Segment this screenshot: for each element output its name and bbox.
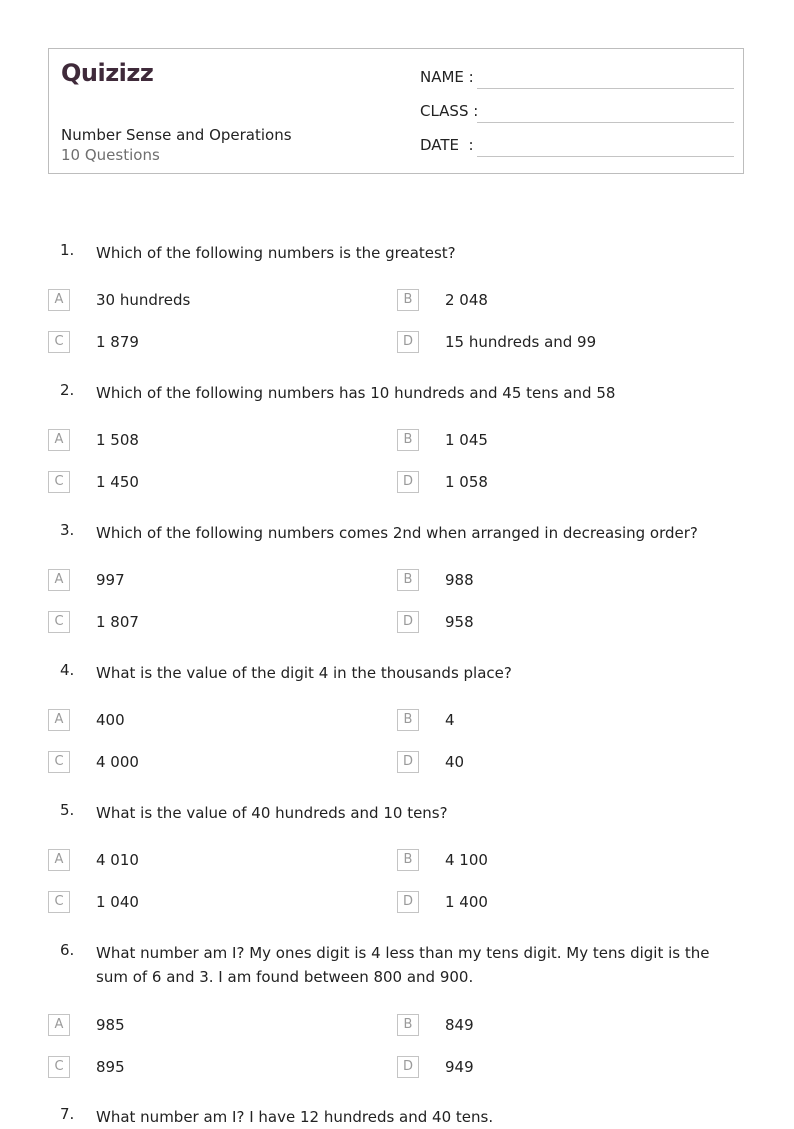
date-field[interactable] bbox=[420, 136, 734, 158]
option-box-b[interactable]: B bbox=[397, 569, 419, 591]
question-number: 2. bbox=[60, 381, 75, 399]
class-label: CLASS : bbox=[420, 102, 479, 120]
option-box-b[interactable]: B bbox=[397, 289, 419, 311]
option-box-a[interactable]: A bbox=[48, 429, 70, 451]
option-box-b[interactable]: B bbox=[397, 1014, 419, 1036]
option-box-a[interactable]: A bbox=[48, 289, 70, 311]
question-text: What number am I? My ones digit is 4 less than my tens digit. My tens digit is the sum of 6 and 3. I am found between 800 and 900. bbox=[96, 944, 710, 986]
option-text-b: 4 100 bbox=[445, 851, 488, 869]
option-text-d: 949 bbox=[445, 1058, 474, 1076]
option-text-a: 985 bbox=[96, 1016, 125, 1034]
worksheet-header bbox=[48, 48, 744, 174]
class-line[interactable] bbox=[477, 122, 734, 123]
option-box-c[interactable]: C bbox=[48, 891, 70, 913]
option-box-c[interactable]: C bbox=[48, 471, 70, 493]
question-number: 6. bbox=[60, 941, 75, 959]
option-box-b[interactable]: B bbox=[397, 849, 419, 871]
question-number: 7. bbox=[60, 1105, 75, 1123]
question-number: 3. bbox=[60, 521, 75, 539]
option-box-b[interactable]: B bbox=[397, 429, 419, 451]
question-text: Which of the following numbers comes 2nd when arranged in decreasing order? bbox=[96, 524, 698, 542]
name-field[interactable] bbox=[420, 68, 734, 90]
option-text-b: 4 bbox=[445, 711, 455, 729]
option-box-a[interactable]: A bbox=[48, 849, 70, 871]
option-text-a: 1 508 bbox=[96, 431, 139, 449]
option-box-d[interactable]: D bbox=[397, 1056, 419, 1078]
option-text-b: 2 048 bbox=[445, 291, 488, 309]
name-line[interactable] bbox=[477, 88, 734, 89]
option-text-d: 1 400 bbox=[445, 893, 488, 911]
question-number: 1. bbox=[60, 241, 75, 259]
option-box-d[interactable]: D bbox=[397, 471, 419, 493]
option-text-b: 1 045 bbox=[445, 431, 488, 449]
option-box-b[interactable]: B bbox=[397, 709, 419, 731]
question-text: What is the value of 40 hundreds and 10 tens? bbox=[96, 804, 448, 822]
worksheet-title: Number Sense and Operations bbox=[61, 126, 292, 144]
option-text-b: 988 bbox=[445, 571, 474, 589]
option-box-c[interactable]: C bbox=[48, 751, 70, 773]
option-text-c: 1 040 bbox=[96, 893, 139, 911]
question-text: Which of the following numbers is the greatest? bbox=[96, 244, 456, 262]
name-label: NAME : bbox=[420, 68, 474, 86]
option-text-a: 400 bbox=[96, 711, 125, 729]
option-box-d[interactable]: D bbox=[397, 891, 419, 913]
option-text-d: 958 bbox=[445, 613, 474, 631]
quizizz-logo: Quizizz bbox=[61, 59, 154, 87]
option-text-d: 15 hundreds and 99 bbox=[445, 333, 597, 351]
option-text-c: 4 000 bbox=[96, 753, 139, 771]
question-number: 4. bbox=[60, 661, 75, 679]
option-text-a: 997 bbox=[96, 571, 125, 589]
class-field[interactable] bbox=[420, 102, 734, 124]
option-box-a[interactable]: A bbox=[48, 1014, 70, 1036]
option-box-c[interactable]: C bbox=[48, 331, 70, 353]
option-text-d: 1 058 bbox=[445, 473, 488, 491]
option-text-c: 1 807 bbox=[96, 613, 139, 631]
question-number: 5. bbox=[60, 801, 75, 819]
option-text-a: 4 010 bbox=[96, 851, 139, 869]
option-box-a[interactable]: A bbox=[48, 709, 70, 731]
question-text: Which of the following numbers has 10 hundreds and 45 tens and 58 bbox=[96, 384, 616, 402]
option-text-b: 849 bbox=[445, 1016, 474, 1034]
option-box-c[interactable]: C bbox=[48, 611, 70, 633]
option-text-c: 1 879 bbox=[96, 333, 139, 351]
option-text-a: 30 hundreds bbox=[96, 291, 191, 309]
question-count: 10 Questions bbox=[61, 146, 160, 164]
date-line[interactable] bbox=[477, 156, 734, 157]
question-text: What number am I? I have 12 hundreds and 40 tens. bbox=[96, 1108, 494, 1126]
option-box-a[interactable]: A bbox=[48, 569, 70, 591]
option-text-c: 1 450 bbox=[96, 473, 139, 491]
option-box-d[interactable]: D bbox=[397, 611, 419, 633]
option-text-c: 895 bbox=[96, 1058, 125, 1076]
option-box-d[interactable]: D bbox=[397, 331, 419, 353]
date-label: DATE : bbox=[420, 136, 474, 154]
question-text: What is the value of the digit 4 in the thousands place? bbox=[96, 664, 512, 682]
option-text-d: 40 bbox=[445, 753, 465, 771]
option-box-c[interactable]: C bbox=[48, 1056, 70, 1078]
option-box-d[interactable]: D bbox=[397, 751, 419, 773]
